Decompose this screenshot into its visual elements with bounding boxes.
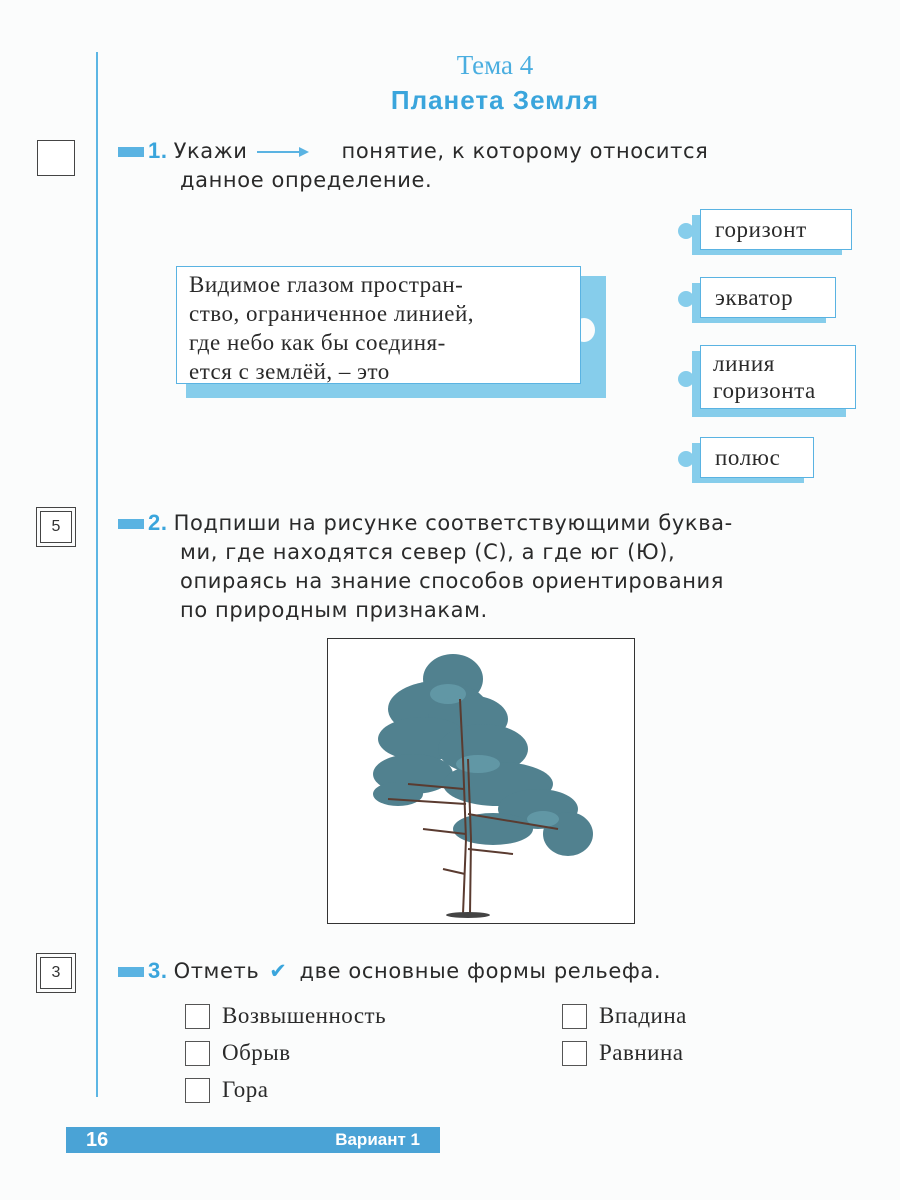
task-number: 1. [148,138,168,163]
option-elevation[interactable]: Возвышенность [185,1003,386,1029]
score-box-task-1[interactable] [37,140,75,176]
answer-card-equator[interactable]: экватор [700,277,836,318]
task-1-prompt: 1. Укажи понятие, к которому относится данное определение. [118,136,868,195]
puzzle-knob-icon [678,291,694,307]
checkbox[interactable] [562,1041,587,1066]
option-depression[interactable]: Впадина [562,1003,687,1029]
pine-tree-icon [328,639,633,922]
variant-label: Вариант 1 [335,1130,420,1149]
score-value: 5 [51,518,61,535]
task-2-prompt: 2. Подпиши на рисунке соответствующими буква- ми, где находятся север (С), а где юг (Ю), опираясь на знание способов ориентирования по природным признакам. [118,508,868,625]
checkbox[interactable] [185,1078,210,1103]
task-number: 3. [148,958,168,983]
option-cliff[interactable]: Обрыв [185,1040,291,1066]
option-mountain[interactable]: Гора [185,1077,268,1103]
task-3-prompt: 3. Отметь ✔ две основные формы рельефа. [118,956,868,986]
page-number: 16 [86,1128,109,1151]
option-plain[interactable]: Равнина [562,1040,684,1066]
puzzle-knob-icon [678,371,694,387]
checkbox[interactable] [185,1041,210,1066]
answer-card-horizon[interactable]: горизонт [700,209,852,250]
margin-line [96,52,98,1097]
task-marker-icon [118,519,144,529]
answer-card-pole[interactable]: полюс [700,437,814,478]
arrow-right-icon [257,151,307,153]
definition-text: Видимое глазом простран- ство, ограниченное линией, где небо как бы соединя- ется с землёй, – это [176,266,581,384]
task-marker-icon [118,967,144,977]
checkmark-icon: ✔ [269,959,288,983]
puzzle-knob-icon [678,223,694,239]
definition-card [176,266,581,384]
checkbox[interactable] [562,1004,587,1029]
score-value: 3 [51,964,61,981]
pine-tree-picture[interactable] [327,638,635,924]
score-box-task-2 [40,511,72,543]
answer-card-horizon-line[interactable]: линия горизонта [700,345,856,409]
task-marker-icon [118,147,144,157]
checkbox[interactable] [185,1004,210,1029]
page-title: Планета Земля [390,85,600,115]
task-number: 2. [148,510,168,535]
puzzle-knob-icon [678,451,694,467]
theme-label: Тема 4 [456,50,534,80]
footer-bar [66,1127,440,1153]
score-box-task-3 [40,957,72,989]
